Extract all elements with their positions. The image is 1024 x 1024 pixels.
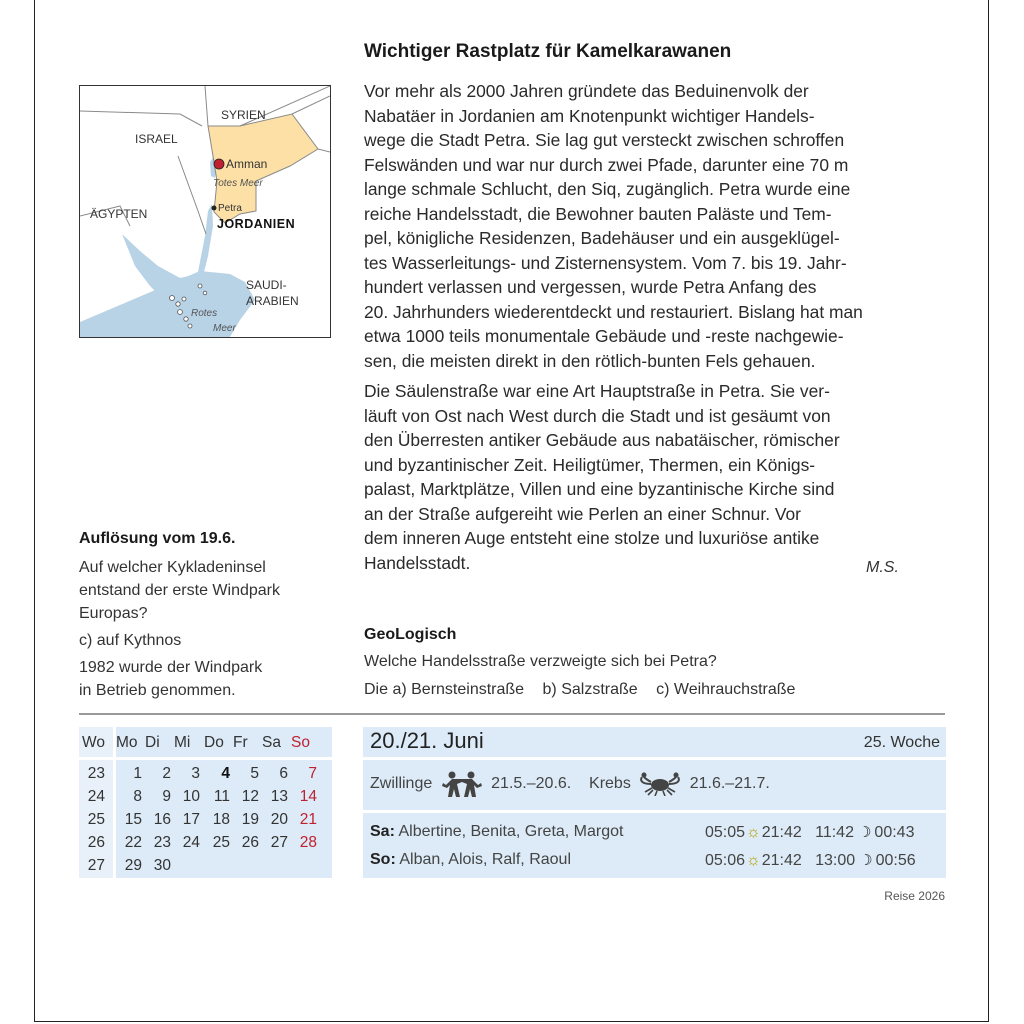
text-line: reiche Handelsstadt, die Bewohner bauten Paläste und Tem-: [364, 203, 832, 224]
calendar-day: 21: [299, 811, 317, 828]
text-line: den Überresten antiker Gebäude aus nabatäischer, römischer: [364, 430, 840, 450]
calendar-header-di: Di: [145, 734, 160, 751]
map-label-petra: Petra: [218, 203, 242, 214]
day-header: [363, 727, 946, 757]
calendar-header-mo: Mo: [116, 734, 138, 751]
calendar-header-fr: Fr: [233, 734, 248, 751]
calendar-day: 20: [270, 811, 288, 828]
zodiac-gemini-range: 21.5.–20.6.: [491, 775, 572, 793]
calendar-day: 22: [124, 834, 142, 851]
day-date: 20./21. Juni: [370, 728, 484, 753]
text-line: an der Straße aufgereiht wie Perlen an einer Schnur. Vor: [364, 503, 801, 524]
sunset-time: 21:42: [761, 824, 802, 841]
text-line: 20. Jahrhunders wiederentdeckt und restauriert. Bislang hat man: [364, 301, 863, 322]
calendar-header-separator: [79, 757, 332, 760]
calendar-day: 18: [212, 811, 230, 828]
calendar-week-number: 26: [87, 834, 105, 851]
calendar-week-number: 24: [87, 788, 105, 805]
border-line: [318, 149, 330, 152]
calendar-day: 1: [133, 765, 142, 782]
zodiac-cancer-name: Krebs: [589, 775, 631, 793]
calendar-day: 17: [182, 811, 200, 828]
text-line: Europas?: [79, 605, 148, 622]
geologisch-option-a: Die a) Bernsteinstraße: [364, 681, 525, 698]
day-separator: [363, 810, 946, 813]
article-paragraph-2: [364, 379, 946, 575]
calendar-day: 30: [153, 857, 171, 874]
calendar-day: 28: [299, 834, 317, 851]
calendar-day: 29: [124, 857, 142, 874]
text-line: palast, Marktplätze, Villen und eine byzantinische Kirche sind: [364, 479, 835, 499]
solution-question: [79, 556, 339, 625]
geologisch-option-b: b) Salzstraße: [542, 681, 638, 698]
solution-note: [79, 656, 339, 702]
calendar-day: 10: [182, 788, 200, 805]
week-number: 25. Woche: [863, 734, 940, 751]
text-line: läuft von Ost nach West durch die Stadt und ist gesäumt von: [364, 405, 831, 426]
text-line: lange schmale Schlucht, den Siq, zugänglich. Petra wurde eine: [364, 179, 851, 199]
border-line: [292, 96, 330, 114]
geologisch-options: [364, 681, 809, 699]
sunrise-time: 05:06: [705, 852, 746, 869]
sun-icon: ☼: [746, 824, 761, 841]
map-label-saudi-1: SAUDI-: [246, 278, 287, 292]
calendar-day: 4: [221, 765, 230, 782]
jordan-map: [79, 85, 331, 338]
text-line: 1982 wurde der Windpark: [79, 659, 263, 676]
article-title: Wichtiger Rastplatz für Kamelkarawanen: [364, 41, 732, 62]
calendar-day: 2: [162, 765, 171, 782]
geologisch-heading: GeoLogisch: [364, 626, 457, 643]
calendar-day: 5: [250, 765, 259, 782]
gemini-icon: [441, 771, 483, 797]
text-line: Vor mehr als 2000 Jahren gründete das Beduinenvolk der: [364, 81, 809, 101]
text-line: sen, die meisten direkt in den rötlich-bunten Fels gehauen.: [364, 350, 816, 371]
text-line: hundert verlassen und vergessen, wurde Petra Anfang des: [364, 277, 817, 297]
calendar-day: 11: [213, 788, 230, 805]
moonrise-time: 11:42: [815, 824, 854, 841]
map-label-israel: ISRAEL: [135, 132, 178, 146]
border-line: [80, 111, 202, 126]
calendar-week-number: 23: [87, 765, 105, 782]
zodiac-gemini-name: Zwillinge: [370, 775, 433, 793]
calendar-header-mi: Mi: [174, 734, 191, 751]
text-line: Handelsstadt.: [364, 552, 471, 573]
calendar-day: 19: [241, 811, 259, 828]
calendar-header-wo: Wo: [82, 734, 105, 751]
amman-dot: [214, 159, 224, 169]
map-label-dead-sea: Totes Meer: [213, 178, 263, 189]
footer-label: Reise 2026: [884, 889, 945, 903]
calendar-day: 24: [182, 834, 200, 851]
calendar-header-do: Do: [204, 734, 224, 751]
calendar-day: 14: [299, 788, 317, 805]
calendar-day: 16: [153, 811, 171, 828]
moonset-time: 00:43: [874, 824, 915, 841]
mini-calendar: [79, 727, 332, 878]
calendar-day: 25: [212, 834, 230, 851]
moonset-time: 00:56: [875, 852, 916, 869]
sun-icon: ☼: [746, 852, 761, 869]
map-label-red-sea-2: Meer: [213, 323, 236, 334]
calendar-day: 12: [241, 788, 259, 805]
article-body: [364, 79, 946, 581]
day-panel: [363, 727, 946, 878]
gulf-of-aqaba: [198, 204, 213, 276]
text-line: etwa 1000 teils monumentale Gebäude und -reste nachgewie-: [364, 326, 844, 346]
solution-heading: Auflösung vom 19.6.: [79, 530, 236, 547]
text-line: tes Wasserleitungs- und Zisternensystem. Vom 7. bis 19. Jahr-: [364, 252, 847, 273]
border-line: [178, 156, 206, 234]
calendar-day: 6: [279, 765, 288, 782]
sunday-times: [705, 851, 916, 870]
solution-answer: [79, 629, 339, 652]
map-label-red-sea-1: Rotes: [191, 308, 218, 319]
geologisch-option-c: c) Weihrauchstraße: [656, 681, 796, 698]
calendar-day: 9: [162, 788, 171, 805]
map-label-amman: Amman: [226, 157, 268, 171]
calendar-day: 26: [241, 834, 259, 851]
calendar-day: 7: [308, 765, 317, 782]
text-line: pel, königliche Residenzen, Badehäuser und ein ausgeklügel-: [364, 228, 840, 248]
solution-text: [79, 556, 339, 706]
section-divider: [79, 713, 945, 715]
text-line: entstand der erste Windpark: [79, 582, 280, 599]
border-line: [205, 86, 208, 126]
zodiac-cancer-range: 21.6.–21.7.: [689, 775, 770, 793]
geologisch-question: Welche Handelsstraße verzweigte sich bei Petra?: [364, 653, 717, 670]
text-line: Nabatäer in Jordanien am Knotenpunkt wichtiger Handels-: [364, 105, 815, 126]
moon-icon: ☽: [857, 824, 872, 841]
sunset-time: 21:42: [761, 852, 802, 869]
zodiac-row: [370, 771, 770, 797]
moon-icon: ☽: [859, 852, 873, 869]
sunday-names: Alban, Alois, Ralf, Raoul: [399, 851, 571, 868]
calendar-day: 27: [270, 834, 288, 851]
saturday-names: Albertine, Benita, Greta, Margot: [398, 823, 624, 840]
text-line: wege die Stadt Petra. Sie lag gut versteckt zwischen schroffen: [364, 130, 845, 150]
text-line: c) auf Kythnos: [79, 632, 182, 649]
text-line: Felswänden und war nur durch zwei Pfade, darunter eine 70 m: [364, 154, 849, 175]
sunrise-time: 05:05: [705, 824, 746, 841]
map-label-syria: SYRIEN: [221, 108, 266, 122]
saturday-label: Sa:: [370, 823, 395, 840]
text-line: Die Säulenstraße war eine Art Hauptstraße in Petra. Sie ver-: [364, 381, 830, 401]
sunday-label: So:: [370, 851, 396, 868]
saturday-row: [370, 823, 623, 841]
sunday-row: [370, 851, 571, 869]
calendar-day: 23: [153, 834, 171, 851]
calendar-day: 8: [133, 788, 142, 805]
cancer-icon: [639, 772, 681, 796]
calendar-day: 15: [124, 811, 142, 828]
text-line: Auf welcher Kykladeninsel: [79, 559, 266, 576]
text-line: und byzantinischer Zeit. Heiligtümer, Thermen, ein Königs-: [364, 454, 816, 475]
day-separator: [363, 757, 946, 760]
calendar-week-number: 27: [87, 857, 105, 874]
saturday-times: [705, 823, 914, 842]
map-label-egypt: ÄGYPTEN: [90, 207, 148, 221]
moonrise-time: 13:00: [815, 852, 856, 869]
article-paragraph-1: [364, 79, 946, 373]
calendar-header-sa: Sa: [262, 734, 281, 751]
calendar-week-number: 25: [87, 811, 105, 828]
calendar-header-so: So: [291, 734, 310, 751]
article-author: M.S.: [866, 559, 899, 576]
calendar-day: 13: [270, 788, 288, 805]
text-line: dem inneren Auge entsteht eine stolze und luxuriöse antike: [364, 528, 820, 548]
map-label-jordan: JORDANIEN: [217, 217, 296, 231]
calendar-day: 3: [191, 765, 200, 782]
petra-dot: [212, 206, 217, 211]
text-line: in Betrieb genommen.: [79, 682, 236, 699]
map-label-saudi-2: ARABIEN: [246, 294, 299, 308]
